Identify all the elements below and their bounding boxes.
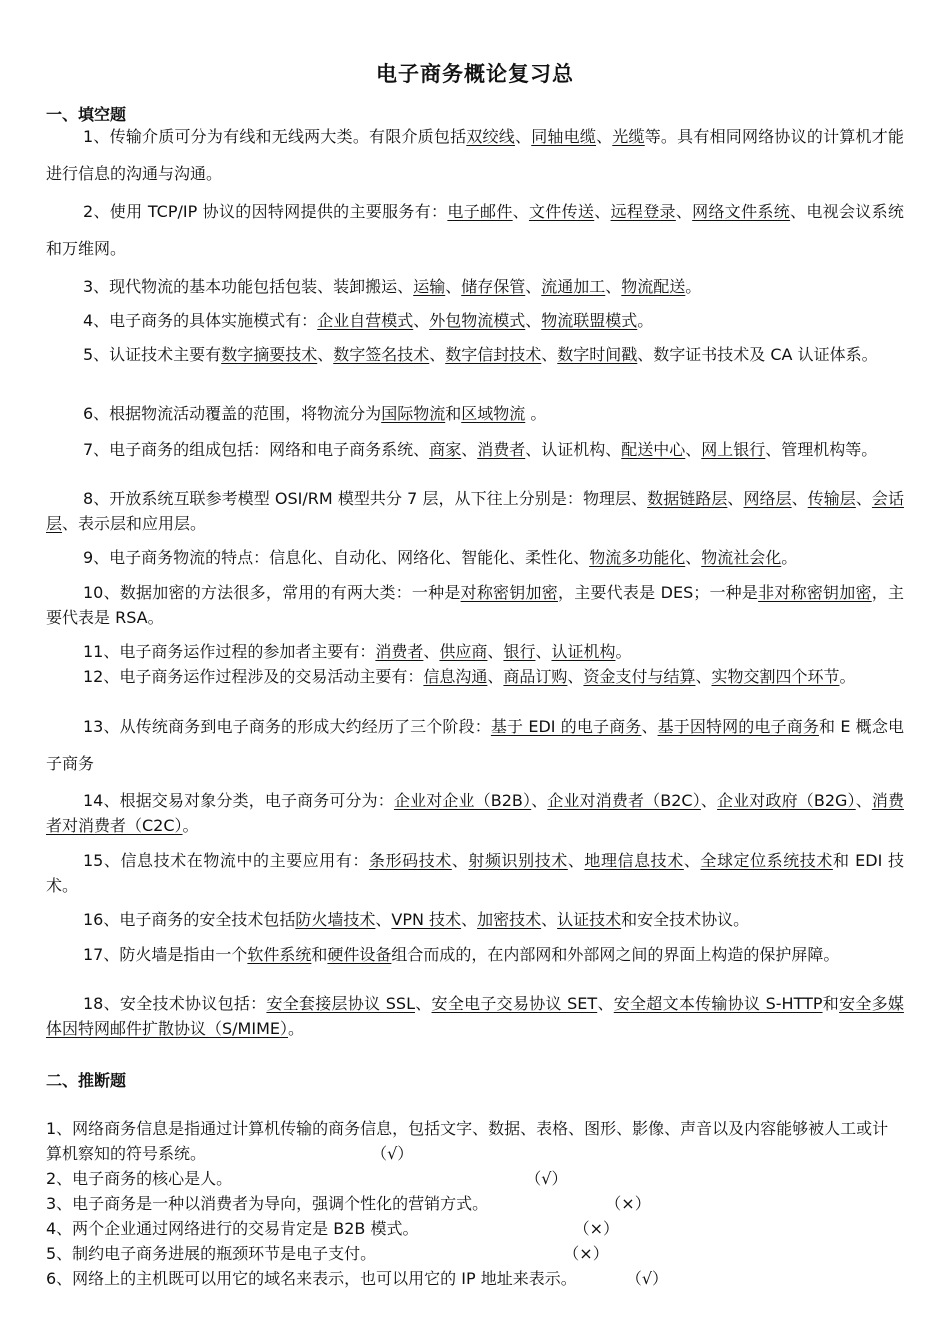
- answer-blank: 消费者对消费者（C2C）: [46, 791, 904, 835]
- item-text: 、数字证书技术及 CA 认证体系。: [637, 345, 878, 364]
- item-text: 、表示层和应用层。: [62, 514, 207, 533]
- item-text: 4、电子商务的具体实施模式有：: [83, 311, 318, 330]
- item-text: 、管理机构等。: [765, 440, 878, 459]
- item-text: 、: [541, 910, 558, 929]
- document-title: 电子商务概论复习总: [376, 62, 574, 86]
- item-text: 、: [512, 202, 529, 221]
- item-text: 。: [781, 548, 798, 567]
- fill-blank-item-17: [46, 942, 904, 967]
- item-text: 。: [839, 667, 856, 686]
- answer-blank: 企业对政府（B2G）: [717, 791, 856, 810]
- answer-blank: 消费者: [477, 440, 526, 459]
- item-text: ，主要代表是 RSA。: [46, 583, 904, 627]
- answer-blank: 双绞线: [466, 127, 515, 146]
- answer-blank: 资金支付与结算: [583, 667, 696, 686]
- answer-blank: 数据链路层: [647, 489, 728, 508]
- answer-blank: 光缆: [612, 127, 645, 146]
- item-text: 17、防火墙是指由一个: [83, 945, 248, 964]
- item-text: 。: [525, 404, 547, 423]
- fill-blank-item-14: [46, 788, 904, 838]
- answer-blank: 对称密钥加密: [460, 583, 558, 602]
- answer-blank: 基于因特网的电子商务: [657, 717, 819, 736]
- answer-blank: 安全套接层协议 SSL: [266, 994, 415, 1013]
- answer-blank: 实物交割四个环节: [711, 667, 840, 686]
- item-text: 、: [487, 667, 504, 686]
- fill-blank-item-6: [46, 401, 904, 426]
- item-text: 16、电子商务的安全技术包括: [83, 910, 296, 929]
- judgment-item-1: [46, 1116, 904, 1166]
- answer-blank: 射频识别技术: [468, 851, 568, 870]
- item-text: 、: [413, 311, 430, 330]
- fill-blank-item-10: [46, 580, 904, 630]
- item-text: 、: [525, 311, 542, 330]
- item-text: 9、电子商务物流的特点：信息化、自动化、网络化、智能化、柔性化、: [83, 548, 590, 567]
- item-text: 、: [535, 642, 552, 661]
- item-text: 、: [695, 667, 712, 686]
- answer-blank: 商品订购: [503, 667, 568, 686]
- answer-blank: 数字签名技术: [333, 345, 430, 364]
- item-text: 7、电子商务的组成包括：网络和电子商务系统、: [83, 440, 430, 459]
- fill-blank-item-2: [46, 193, 904, 267]
- fill-blank-item-7: [46, 437, 904, 462]
- item-text: 、: [461, 440, 478, 459]
- answer-blank: 基于 EDI 的电子商务: [490, 717, 642, 736]
- answer-blank: 企业对消费者（B2C）: [547, 791, 701, 810]
- item-text: 、: [683, 851, 701, 870]
- item-text: 、: [641, 717, 658, 736]
- answer-blank: 信息沟通: [423, 667, 488, 686]
- judgment-mark: （×）: [573, 1219, 620, 1238]
- answer-blank: 企业对企业（B2B）: [393, 791, 532, 810]
- answer-blank: 商家: [429, 440, 462, 459]
- item-text: 2、使用 TCP/IP 协议的因特网提供的主要服务有：: [83, 202, 448, 221]
- item-text: 6、根据物流活动覆盖的范围，将物流分为: [83, 404, 382, 423]
- item-text: 、: [685, 548, 702, 567]
- answer-blank: 认证机构: [551, 642, 616, 661]
- item-text: 和安全技术协议。: [621, 910, 750, 929]
- fill-blank-item-8: [46, 486, 904, 536]
- answer-blank: 非对称密钥加密: [758, 583, 872, 602]
- item-text: 、: [514, 127, 532, 146]
- item-text: 18、安全技术协议包括：: [83, 994, 267, 1013]
- answer-blank: 会话层: [46, 489, 904, 533]
- item-text: 。: [615, 642, 632, 661]
- answer-blank: 物流联盟模式: [541, 311, 638, 330]
- item-text: 14、根据交易对象分类，电子商务可分为：: [83, 791, 394, 810]
- answer-blank: 防火墙技术: [295, 910, 376, 929]
- answer-blank: 电子邮件: [447, 202, 513, 221]
- fill-blank-item-15: [46, 848, 904, 898]
- answer-blank: 企业自营模式: [317, 311, 414, 330]
- item-text: ，主要代表是 DES；一种是: [557, 583, 759, 602]
- item-text: 10、数据加密的方法很多，常用的有两大类：一种是: [83, 583, 461, 602]
- fill-blank-item-18: [46, 991, 904, 1041]
- item-text: 、: [685, 440, 702, 459]
- judgment-mark: （√）: [525, 1169, 568, 1188]
- item-text: 、: [525, 277, 542, 296]
- answer-blank: 安全多媒体因特网邮件扩散协议（S/MIME）: [46, 994, 904, 1038]
- judgment-item-4: [46, 1216, 904, 1241]
- item-text: 。: [637, 311, 654, 330]
- item-text: 1、传输介质可分为有线和无线两大类。有限介质包括: [83, 127, 467, 146]
- section-heading-judgment: 二、推断题: [46, 1071, 127, 1090]
- item-text: 、: [429, 345, 446, 364]
- judgment-text: 6、网络上的主机既可以用它的域名来表示，也可以用它的 IP 地址来表示。: [46, 1269, 577, 1288]
- item-text: 、: [567, 851, 585, 870]
- answer-blank: 安全超文本传输协议 S-HTTP: [613, 994, 823, 1013]
- item-text: 和: [445, 404, 462, 423]
- answer-blank: 运输: [413, 277, 446, 296]
- item-text: 、: [567, 667, 584, 686]
- item-text: 。: [288, 1019, 305, 1038]
- fill-blank-item-16: [46, 907, 904, 932]
- item-text: 、: [375, 910, 392, 929]
- answer-blank: 地理信息技术: [584, 851, 684, 870]
- fill-blank-item-4: [46, 308, 904, 333]
- answer-blank: 流通加工: [541, 277, 606, 296]
- item-text: 和: [822, 994, 840, 1013]
- answer-blank: 安全电子交易协议 SET: [431, 994, 598, 1013]
- answer-blank: 远程登录: [610, 202, 676, 221]
- item-text: 、: [727, 489, 744, 508]
- item-text: 和 E 概念电子商务: [46, 717, 904, 773]
- item-text: 5、认证技术主要有: [83, 345, 222, 364]
- answer-blank: 文件传送: [528, 202, 595, 221]
- item-text: 和: [311, 945, 328, 964]
- answer-blank: 数字信封技术: [445, 345, 542, 364]
- answer-blank: 网上银行: [701, 440, 766, 459]
- judgment-mark: （√）: [625, 1269, 669, 1288]
- answer-blank: 物流社会化: [701, 548, 782, 567]
- item-text: 、: [317, 345, 334, 364]
- answer-blank: 条形码技术: [369, 851, 452, 870]
- answer-blank: 银行: [503, 642, 536, 661]
- judgment-text: 2、电子商务的核心是人。: [46, 1169, 233, 1188]
- answer-blank: 储存保管: [461, 277, 526, 296]
- item-text: 、: [675, 202, 693, 221]
- item-text: 、: [451, 851, 469, 870]
- fill-blank-item-9: [46, 545, 904, 570]
- item-text: 、电视会议系统和万维网。: [46, 202, 904, 258]
- item-text: 、: [855, 489, 872, 508]
- item-text: 11、电子商务运作过程的参加者主要有：: [83, 642, 376, 661]
- item-text: 、认证机构、: [525, 440, 622, 459]
- item-text: 、: [445, 277, 462, 296]
- item-text: 、: [541, 345, 558, 364]
- section-heading-fill-blank: 一、填空题: [46, 105, 127, 124]
- item-text: 13、从传统商务到电子商务的形成大约经历了三个阶段：: [83, 717, 491, 736]
- judgment-text: 5、制约电子商务进展的瓶颈环节是电子支付。: [46, 1244, 377, 1263]
- judgment-text: 1、网络商务信息是指通过计算机传输的商务信息，包括文字、数据、表格、图形、影像、声音以及内容能够被人工或计算机察知的符号系统。: [46, 1119, 889, 1163]
- item-text: 。: [685, 277, 702, 296]
- answer-blank: 数字摘要技术: [221, 345, 318, 364]
- answer-blank: 区域物流: [461, 404, 526, 423]
- item-text: 15、信息技术在物流中的主要应用有：: [83, 851, 369, 870]
- answer-blank: 消费者: [375, 642, 424, 661]
- fill-blank-item-13: [46, 708, 904, 782]
- judgment-mark: （×）: [563, 1244, 609, 1263]
- item-text: 3、现代物流的基本功能包括包装、装卸搬运、: [83, 277, 414, 296]
- item-text: 组合而成的，在内部网和外部网之间的界面上构造的保护屏障。: [391, 945, 840, 964]
- item-text: 、: [423, 642, 440, 661]
- answer-blank: 外包物流模式: [429, 311, 526, 330]
- item-text: 12、电子商务运作过程涉及的交易活动主要有：: [83, 667, 424, 686]
- judgment-mark: （√）: [371, 1144, 414, 1163]
- item-text: 8、开放系统互联参考模型 OSI/RM 模型共分 7 层，从下往上分别是：物理层、: [83, 489, 648, 508]
- item-text: 、: [414, 994, 432, 1013]
- judgment-item-5: [46, 1241, 904, 1266]
- answer-blank: VPN 技术: [391, 910, 462, 929]
- judgment-item-3: [46, 1191, 904, 1216]
- item-text: 、: [487, 642, 504, 661]
- answer-blank: 供应商: [439, 642, 488, 661]
- answer-blank: 同轴电缆: [531, 127, 597, 146]
- answer-blank: 配送中心: [621, 440, 686, 459]
- item-text: 、: [594, 202, 611, 221]
- item-text: 、: [855, 791, 872, 810]
- item-text: 等。具有相同网络协议的计算机才能进行信息的沟通与沟通。: [46, 127, 904, 183]
- answer-blank: 传输层: [807, 489, 856, 508]
- judgment-text: 4、两个企业通过网络进行的交易肯定是 B2B 模式。: [46, 1219, 419, 1238]
- item-text: 、: [461, 910, 478, 929]
- answer-blank: 硬件设备: [327, 945, 392, 964]
- answer-blank: 国际物流: [381, 404, 446, 423]
- judgment-item-6: [46, 1266, 904, 1291]
- judgment-text: 3、电子商务是一种以消费者为导向，强调个性化的营销方式。: [46, 1194, 489, 1213]
- item-text: 、: [700, 791, 718, 810]
- judgment-mark: （×）: [605, 1194, 651, 1213]
- fill-blank-item-11: [46, 639, 904, 664]
- answer-blank: 物流多功能化: [589, 548, 686, 567]
- judgment-item-2: [46, 1166, 904, 1191]
- item-text: 、: [596, 127, 613, 146]
- answer-blank: 物流配送: [621, 277, 686, 296]
- answer-blank: 网络层: [743, 489, 792, 508]
- fill-blank-item-3: [46, 274, 904, 299]
- answer-blank: 加密技术: [477, 910, 542, 929]
- answer-blank: 数字时间戳: [557, 345, 638, 364]
- item-text: 。: [182, 816, 199, 835]
- item-text: 和 EDI 技术。: [46, 851, 904, 895]
- item-text: 、: [605, 277, 622, 296]
- fill-blank-item-5: [46, 342, 904, 367]
- item-text: 、: [531, 791, 548, 810]
- item-text: 、: [791, 489, 808, 508]
- answer-blank: 认证技术: [557, 910, 622, 929]
- fill-blank-item-1: [46, 118, 904, 192]
- fill-blank-item-12: [46, 664, 904, 689]
- answer-blank: 软件系统: [247, 945, 312, 964]
- item-text: 、: [597, 994, 614, 1013]
- answer-blank: 网络文件系统: [692, 202, 791, 221]
- answer-blank: 全球定位系统技术: [700, 851, 833, 870]
